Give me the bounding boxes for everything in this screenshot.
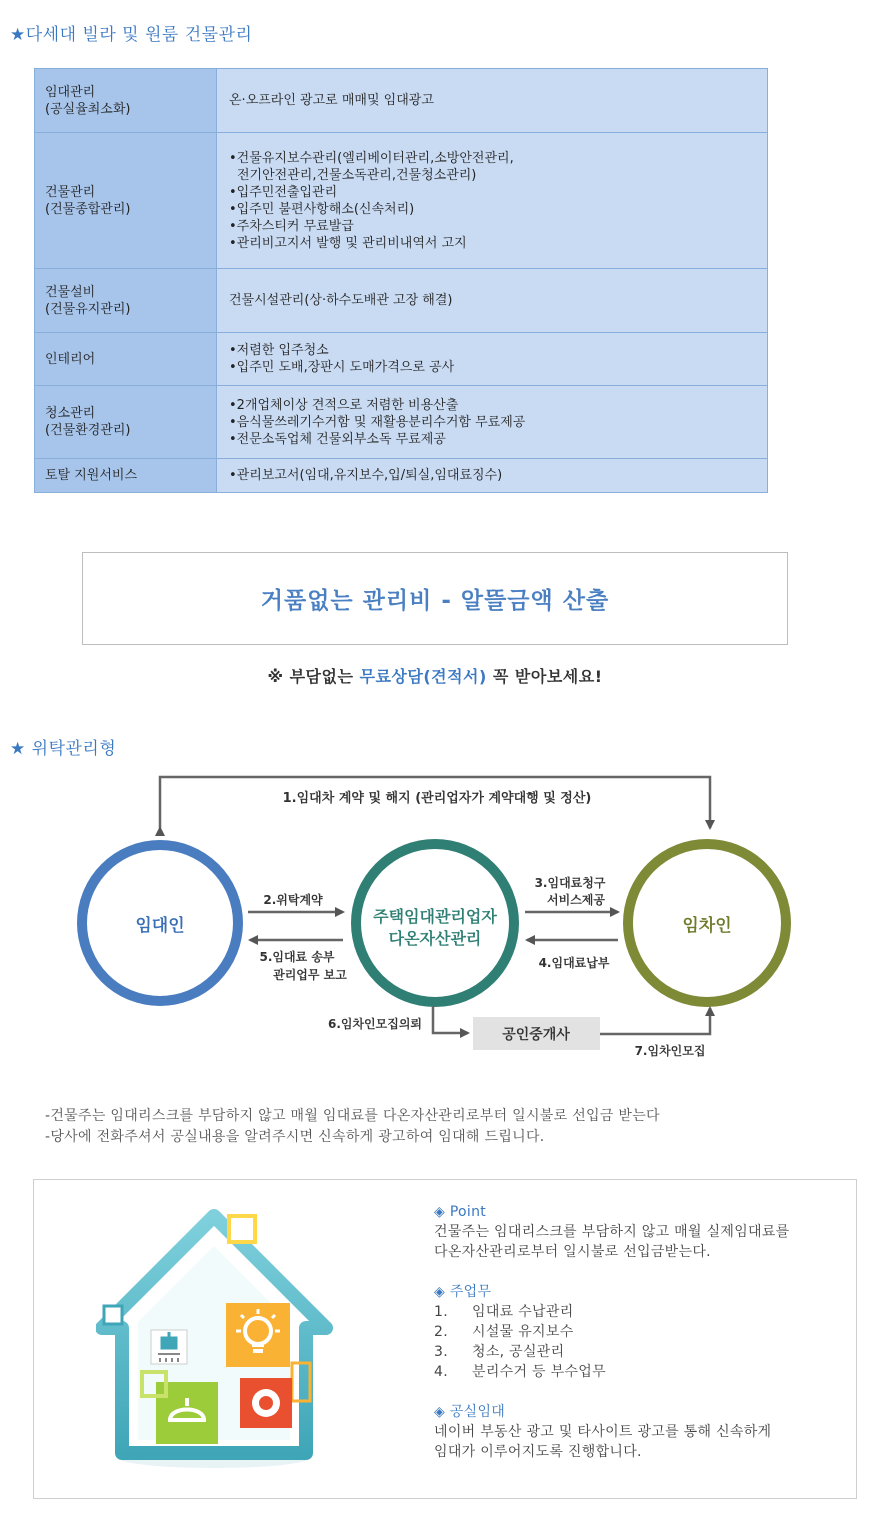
list-item: 4. 분리수거 등 부수업무 xyxy=(434,1364,606,1380)
vacancy-line: 네이버 부동산 광고 및 타사이트 광고를 통해 신속하게 xyxy=(434,1424,772,1440)
table-row xyxy=(35,269,768,333)
duties-list xyxy=(434,1302,844,1382)
label-step4: 4.임대료납부 xyxy=(538,956,610,970)
list-item: 1. 임대료 수납관리 xyxy=(434,1304,574,1320)
arrow-recruit xyxy=(600,1008,710,1034)
house-illustration-icon xyxy=(96,1208,346,1478)
label-step6: 6.임차인모집의뢰 xyxy=(327,1017,423,1031)
list-item: 3. 청소, 공실관리 xyxy=(434,1344,565,1360)
point-title: ◈ Point xyxy=(434,1204,487,1220)
section-title-consignment: ★ 위탁관리형 xyxy=(10,739,117,759)
table-row xyxy=(35,333,768,386)
vacancy-line: 임대가 이루어지도록 진행합니다. xyxy=(434,1444,642,1460)
label-step2: 2.위탁계약 xyxy=(263,893,323,907)
point-text xyxy=(434,1202,844,1462)
row-key: 임대관리 (공실율최소화) xyxy=(35,69,217,133)
arrow-recruit-request xyxy=(433,1006,468,1033)
row-value: •저렴한 입주청소 •입주민 도배,장판시 도매가격으로 공사 xyxy=(217,333,768,386)
note-line: -건물주는 임대리스크를 부담하지 않고 매월 임대료를 다온자산관리로부터 일시불로 선입금 받는다 xyxy=(45,1108,660,1124)
list-item: 2. 시설물 유지보수 xyxy=(434,1324,574,1340)
landlord-label: 임대인 xyxy=(135,916,185,936)
tenant-label: 임차인 xyxy=(682,916,732,936)
label-step1: 1.임대차 계약 및 해지 (관리업자가 계약대행 및 정산) xyxy=(282,791,592,806)
row-value: •건물유지보수관리(엘리베이터관리,소방안전관리, 전기안전관리,건물소독관리,건물청소관리) •입주민전출입관리 •입주민 불편사항해소(신속처리) •주차스티커 무료발급 •관리비고지서 발행 및 관리비내역서 고지 xyxy=(217,133,768,269)
broker-label: 공인중개사 xyxy=(502,1027,570,1043)
note-line: -당사에 전화주셔서 공실내용을 알려주시면 신속하게 광고하여 임대해 드립니다. xyxy=(45,1129,545,1145)
row-key: 인테리어 xyxy=(35,333,217,386)
row-key: 청소관리 (건물환경관리) xyxy=(35,386,217,459)
label-step3-line1: 3.임대료청구 xyxy=(534,876,606,890)
vacancy-title: ◈ 공실임대 xyxy=(434,1404,506,1420)
label-step7: 7.임차인모집 xyxy=(634,1044,706,1058)
row-key: 건물설비 (건물유지관리) xyxy=(35,269,217,333)
row-value: 건물시설관리(상·하수도배관 고장 해결) xyxy=(217,269,768,333)
point-line: 다온자산관리로부터 일시불로 선입금받는다. xyxy=(434,1244,711,1260)
section-title-building-management: ★다세대 빌라 및 원룸 건물관리 xyxy=(10,25,253,45)
manager-label-line1: 주택임대관리업자 xyxy=(373,907,497,926)
table-row xyxy=(35,69,768,133)
consignment-flow-diagram xyxy=(0,760,870,1070)
point-box xyxy=(33,1179,857,1499)
row-value: •관리보고서(임대,유지보수,입/퇴실,임대료징수) xyxy=(217,459,768,493)
free-consult-notice: ※ 부담없는 무료상담(견적서) 꼭 받아보세요! xyxy=(267,667,603,686)
label-step5-line2: 관리업무 보고 xyxy=(273,968,347,982)
table-row xyxy=(35,133,768,269)
manager-label-line2: 다온자산관리 xyxy=(388,929,482,948)
banner-text: 거품없는 관리비 - 알뜰금액 산출 xyxy=(260,588,610,614)
row-value: •2개업체이상 견적으로 저렴한 비용산출 •음식물쓰레기수거함 및 재활용분리수거함 무료제공 •전문소독업체 건물외부소독 무료제공 xyxy=(217,386,768,459)
row-value: 온·오프라인 광고로 매매및 임대광고 xyxy=(217,69,768,133)
management-fee-banner xyxy=(82,552,788,645)
duties-title: ◈ 주업무 xyxy=(434,1284,492,1300)
free-consult-highlight: 무료상담(견적서) xyxy=(359,667,487,686)
services-table xyxy=(34,68,768,493)
label-step5-line1: 5.임대료 송부 xyxy=(259,950,335,964)
table-row xyxy=(35,386,768,459)
row-key: 건물관리 (건물종합관리) xyxy=(35,133,217,269)
row-key: 토탈 지원서비스 xyxy=(35,459,217,493)
point-line: 건물주는 임대리스크를 부담하지 않고 매월 실제임대료를 xyxy=(434,1224,790,1240)
label-step3-line2: 서비스제공 xyxy=(547,893,605,907)
table-row xyxy=(35,459,768,493)
